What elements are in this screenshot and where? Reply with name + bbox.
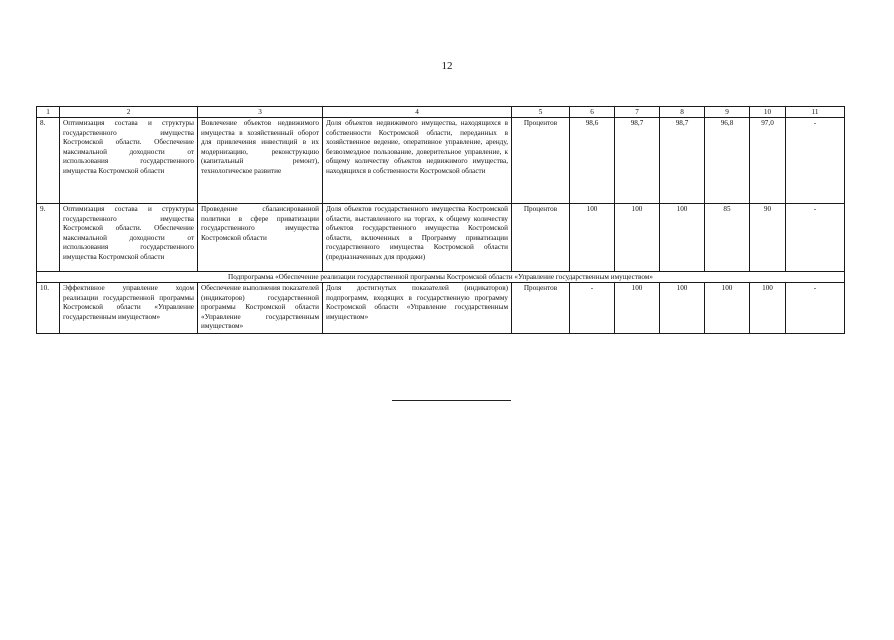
header-cell: 8 <box>660 107 705 118</box>
task-cell: Оптимизация состава и структуры государственного имущества Костромской области. Обеспечение максимальной доходности от использования государственного имущества Костромской области <box>60 118 198 204</box>
unit-cell: Процентов <box>512 204 570 272</box>
header-cell: 3 <box>198 107 323 118</box>
indicator-cell: Доля объектов недвижимого имущества, находящихся в собственности Костромской области, переданных в хозяйственное ведение, оперативное управление, аренду, безвозмездное пользование, доверительное управление, к общему количеству объектов недвижимого имущества, находящихся в собственности Костромской области <box>323 118 512 204</box>
value-cell: 90 <box>750 204 786 272</box>
unit-cell: Процентов <box>512 283 570 334</box>
row-number: 9. <box>37 204 60 272</box>
measure-cell: Вовлечение объектов недвижимого имущества в хозяйственный оборот для привлечения инвестиций в их модернизацию, реконструкцию (капитальный ремонт), технологическое развитие <box>198 118 323 204</box>
value-cell: 100 <box>660 283 705 334</box>
unit-cell: Процентов <box>512 118 570 204</box>
indicator-cell: Доля объектов государственного имущества Костромской области, выставленного на торгах, к общему количеству объектов государственного имущества Костромской области, включенных в Программу приватизации государственного имущества Костромской области (предназначенных для продажи) <box>323 204 512 272</box>
value-cell: 97,0 <box>750 118 786 204</box>
value-cell: - <box>570 283 615 334</box>
table-row <box>37 204 845 272</box>
value-cell: 85 <box>705 204 750 272</box>
page-number: 12 <box>441 60 453 72</box>
header-cell: 2 <box>60 107 198 118</box>
value-cell: - <box>786 118 845 204</box>
measure-cell: Проведение сбалансированной политики в сфере приватизации государственного имущества Костромской области <box>198 204 323 272</box>
measure-cell: Обеспечение выполнения показателей (индикаторов) государственной программы Костромской области «Управление государственным имуществом» <box>198 283 323 334</box>
table-row <box>37 118 845 204</box>
row-number: 10. <box>37 283 60 334</box>
value-cell: - <box>786 283 845 334</box>
row-number: 8. <box>37 118 60 204</box>
value-cell: 100 <box>750 283 786 334</box>
header-cell: 11 <box>786 107 845 118</box>
indicator-cell: Доля достигнутых показателей (индикаторов) подпрограмм, входящих в государственную программу Костромской области «Управление государственным имуществом» <box>323 283 512 334</box>
value-cell: 100 <box>705 283 750 334</box>
task-cell: Оптимизация состава и структуры государственного имущества Костромской области. Обеспечение максимальной доходности от использования государственного имущества Костромской области <box>60 204 198 272</box>
table-row <box>37 283 845 334</box>
header-row <box>37 107 845 118</box>
task-cell: Эффективное управление ходом реализации государственной программы Костромской области «Управление государственным имуществом» <box>60 283 198 334</box>
value-cell: - <box>786 204 845 272</box>
value-cell: 100 <box>615 283 660 334</box>
value-cell: 98,7 <box>615 118 660 204</box>
header-cell: 9 <box>705 107 750 118</box>
subprogram-title: Подпрограмма «Обеспечение реализации государственной программы Костромской области «Управление государственным имуществом» <box>37 272 845 283</box>
header-cell: 1 <box>37 107 60 118</box>
value-cell: 100 <box>570 204 615 272</box>
value-cell: 100 <box>660 204 705 272</box>
header-cell: 5 <box>512 107 570 118</box>
value-cell: 98,6 <box>570 118 615 204</box>
indicators-table <box>36 106 845 334</box>
value-cell: 100 <box>615 204 660 272</box>
value-cell: 96,8 <box>705 118 750 204</box>
header-cell: 10 <box>750 107 786 118</box>
header-cell: 6 <box>570 107 615 118</box>
header-cell: 7 <box>615 107 660 118</box>
value-cell: 98,7 <box>660 118 705 204</box>
subprogram-row <box>37 272 845 283</box>
end-divider <box>392 400 511 401</box>
header-cell: 4 <box>323 107 512 118</box>
